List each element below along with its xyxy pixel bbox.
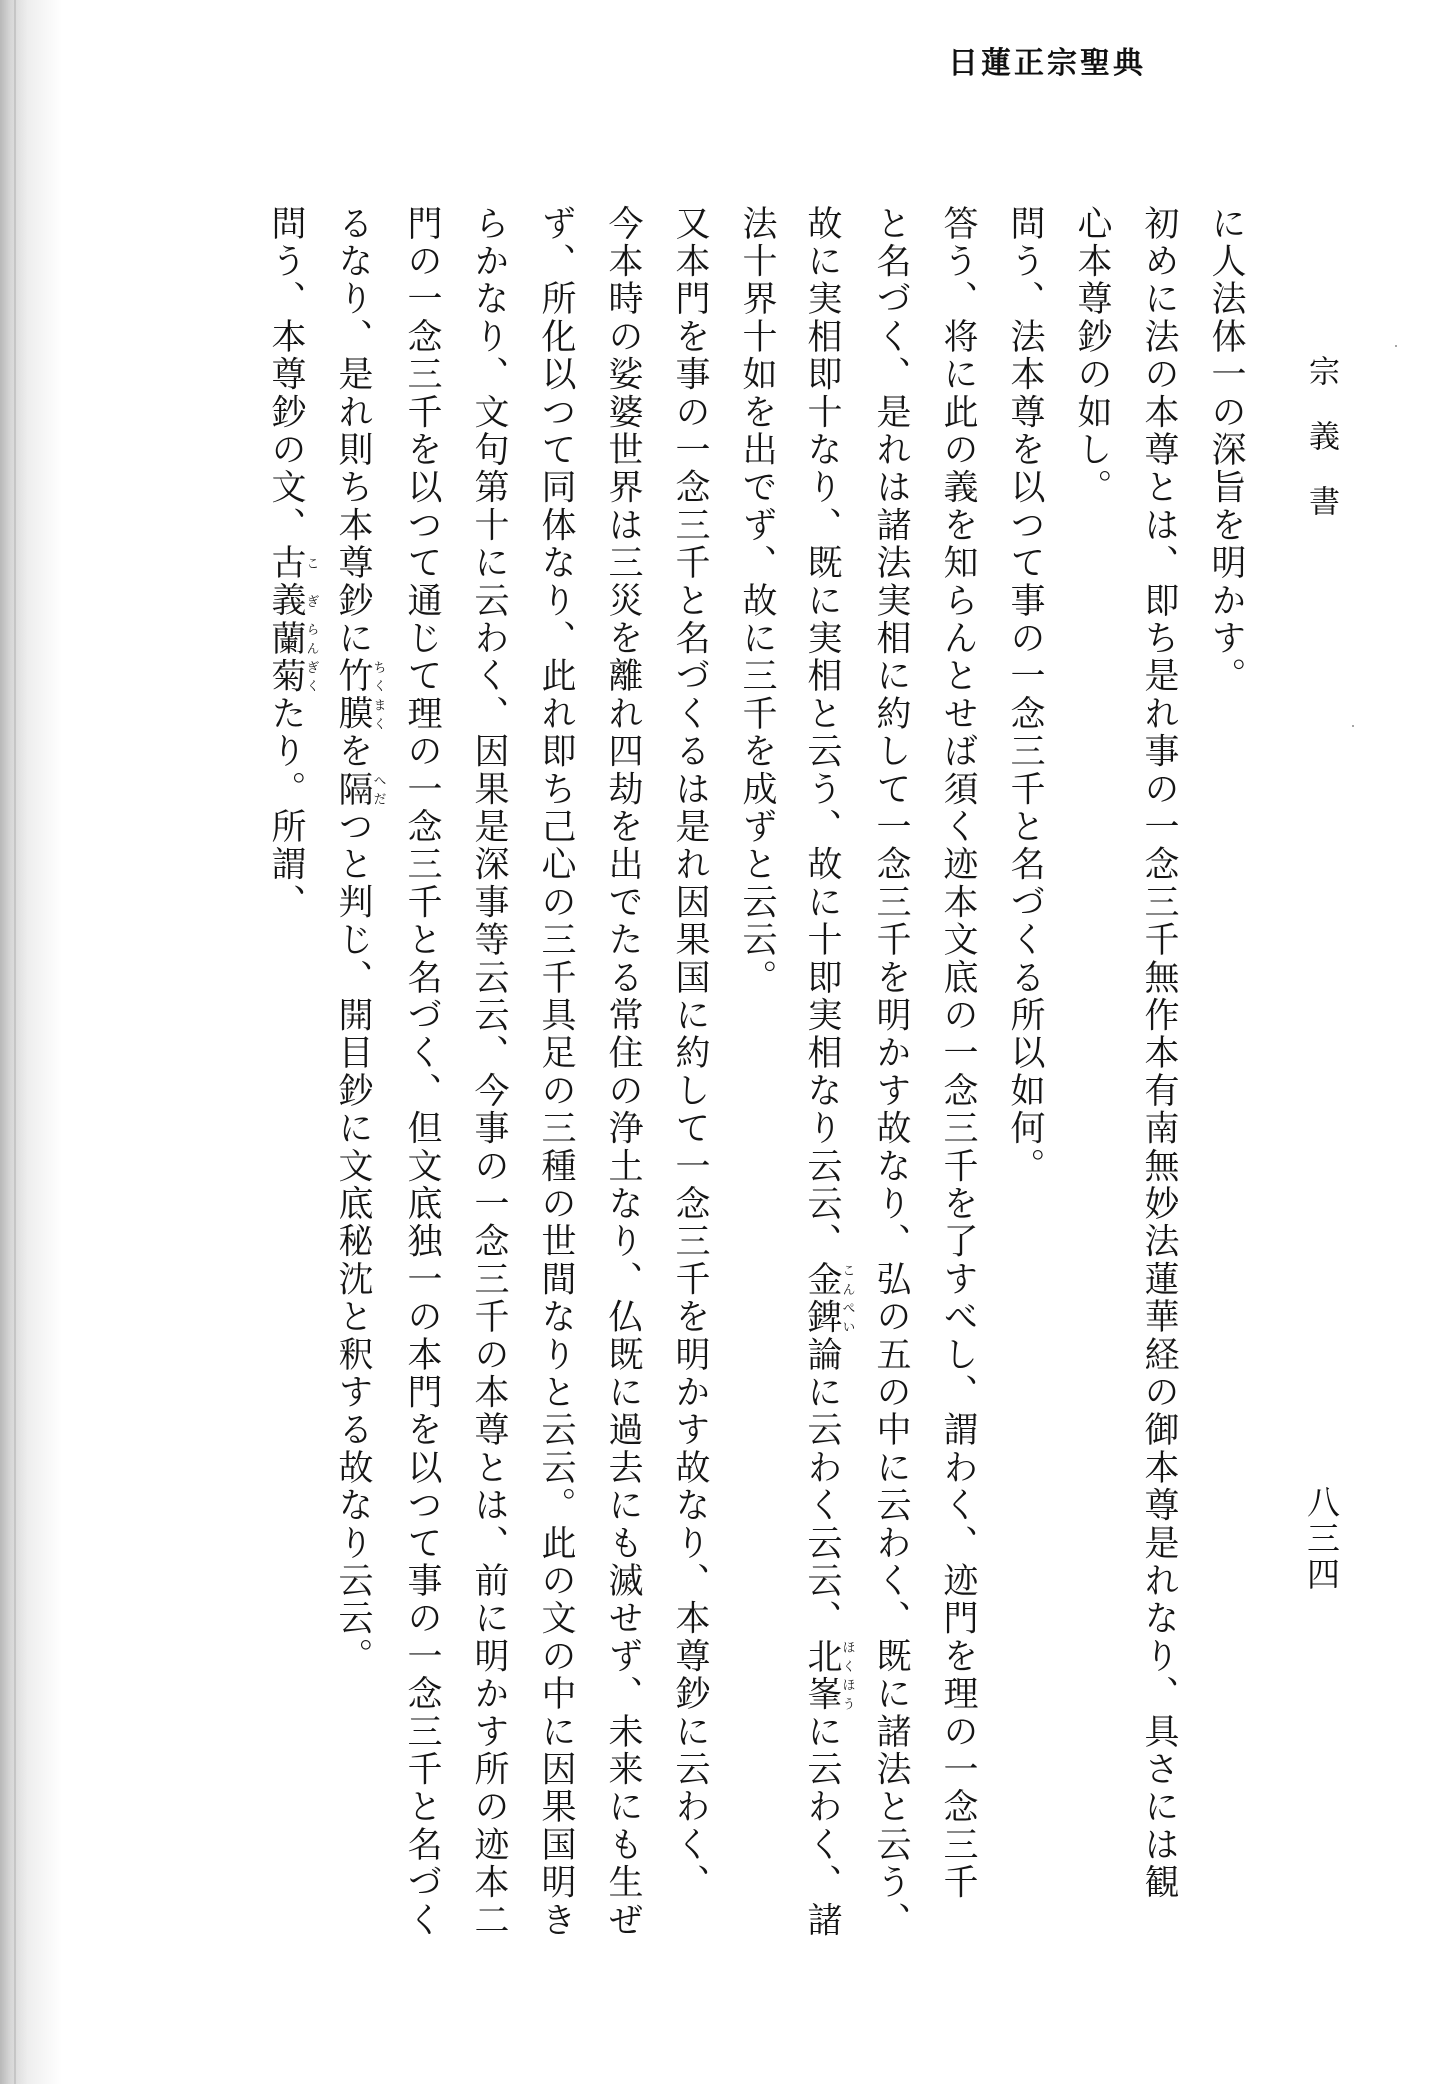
page-number: 八三四 bbox=[1302, 1485, 1341, 1593]
chapter-title: 宗義書 bbox=[1303, 355, 1339, 550]
furigana-rangiku: らんぎく bbox=[303, 619, 319, 696]
book-binding-edge bbox=[0, 0, 62, 2084]
ruby-kinpei: 金錍こんぺい bbox=[802, 1260, 855, 1337]
text-column-10: 今本時の娑婆世界は三災を離れ四劫を出でたる常住の浄土なり、仏既に過去にも滅せず、未来にも生ぜ bbox=[603, 205, 643, 1940]
text-column-1: に人法体一の深旨を明かす。 bbox=[1206, 205, 1246, 696]
text-column-9: 又本門を事の一念三千と名づくるは是れ因果国に約して一念三千を明かす故なり、本尊鈔に云わく、 bbox=[670, 205, 710, 1902]
text-column-7 bbox=[794, 205, 854, 2005]
text-column-3: 心本尊鈔の如し。 bbox=[1072, 205, 1112, 507]
furigana-chikumaku: ちくまく bbox=[370, 657, 386, 733]
scan-speck bbox=[1395, 345, 1397, 347]
text-column-6: と名づく、是れは諸法実相に約して一念三千を明かす故なり、弘の五の中に云わく、既に諸法と云う、 bbox=[871, 205, 911, 1940]
series-title: 日蓮正宗聖典 bbox=[948, 46, 1146, 81]
ruby-hokuhou: 北峯ほくほう bbox=[802, 1637, 855, 1714]
text-column-7-part-b: 論に云わく云云、 bbox=[802, 1336, 842, 1638]
text-column-15 bbox=[258, 205, 318, 2005]
text-column-14-part-a: るなり、是れ則ち本尊鈔に bbox=[333, 205, 373, 658]
text-column-4: 問う、法本尊を以つて事の一念三千と名づくる所以如何。 bbox=[1005, 205, 1045, 1186]
text-column-5: 答う、将に此の義を知らんとせば須く迹本文底の一念三千を了すべし、謂わく、迹門を理の一念三千 bbox=[938, 205, 978, 1902]
ruby-chikumaku: 竹膜ちくまく bbox=[333, 657, 386, 733]
text-column-15-part-a: 問う、本尊鈔の文、 bbox=[266, 205, 306, 545]
ruby-hedatsu: 隔へだ bbox=[333, 770, 386, 809]
furigana-hedatsu: へだ bbox=[370, 770, 386, 809]
furigana-hokuhou: ほくほう bbox=[839, 1637, 855, 1714]
text-column-14-part-c: つと判じ、開目鈔に文底秘沈と釈する故なり云云。 bbox=[333, 808, 373, 1676]
ruby-rangiku: 蘭菊らんぎく bbox=[266, 619, 319, 696]
text-column-12: らかなり、文句第十に云わく、因果是深事等云云、今事の一念三千の本尊とは、前に明かす所の迹本二 bbox=[469, 205, 509, 1940]
furigana-kinpei: こんぺい bbox=[839, 1260, 855, 1337]
ruby-kogi: 古義こぎ bbox=[266, 544, 319, 620]
text-column-2: 初めに法の本尊とは、即ち是れ事の一念三千無作本有南無妙法蓮華経の御本尊是れなり、具さには観 bbox=[1139, 205, 1179, 1902]
furigana-kogi: こぎ bbox=[303, 544, 319, 620]
text-column-14-part-b: を bbox=[333, 732, 373, 771]
text-column-13: 門の一念三千を以つて通じて理の一念三千と名づく、但文底独一の本門を以つて事の一念三千と名づく bbox=[402, 205, 442, 1940]
text-column-7-part-a: 故に実相即十なり、既に実相と云う、故に十即実相なり云云、 bbox=[802, 205, 842, 1261]
text-column-7-part-c: に云わく、諸 bbox=[802, 1713, 842, 1940]
text-column-15-part-b: たり。所謂、 bbox=[266, 695, 306, 922]
scan-speck bbox=[1352, 725, 1354, 727]
text-column-11: ず、所化以つて同体なり、此れ即ち己心の三千具足の三種の世間なりと云云。此の文の中に因果国明き bbox=[536, 205, 576, 1940]
text-column-8: 法十界十如を出でず、故に三千を成ずと云云。 bbox=[737, 205, 777, 997]
text-column-14 bbox=[325, 205, 385, 2005]
